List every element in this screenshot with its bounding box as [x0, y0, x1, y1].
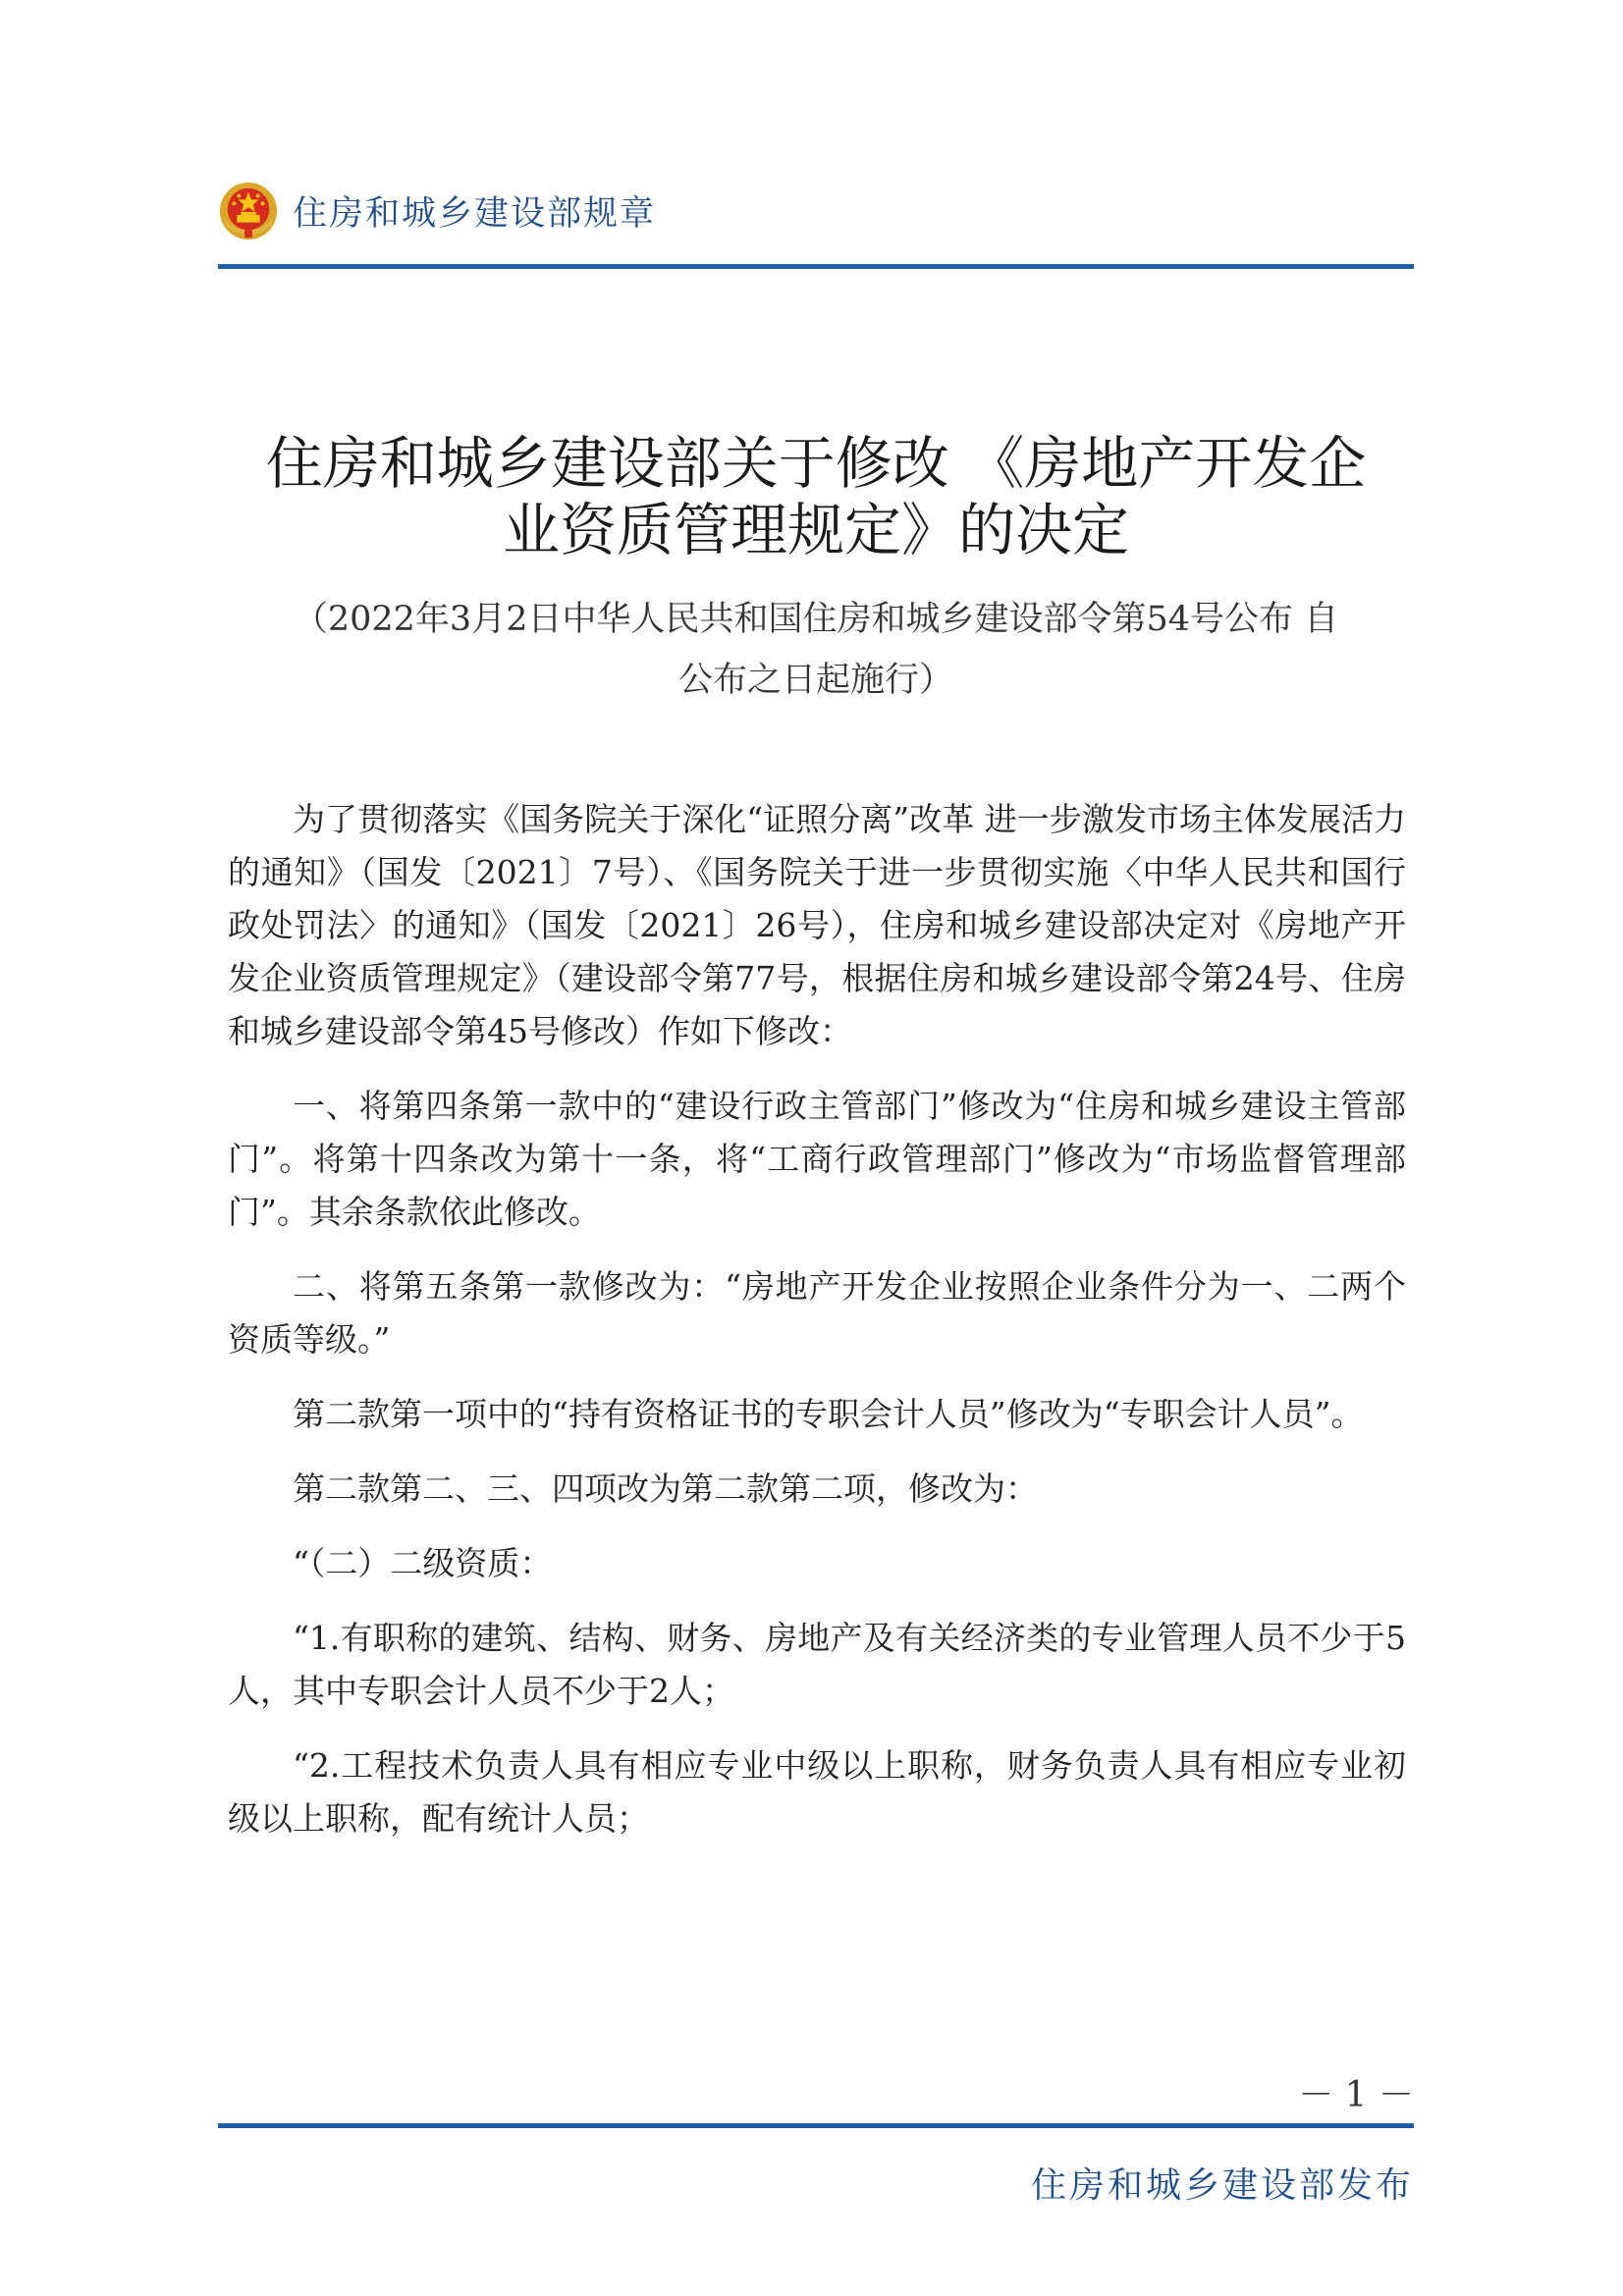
- footer-divider: [218, 2123, 1414, 2128]
- document-body: [228, 793, 1406, 1867]
- header-title: 住房和城乡建设部规章: [293, 194, 657, 234]
- title-line: 业资质管理规定》的决定: [502, 497, 1129, 563]
- document-subtitle: [218, 589, 1414, 711]
- paragraph: 二、将第五条第一款修改为：“房地产开发企业按照企业条件分为一、二两个资质等级。”: [228, 1267, 1406, 1359]
- national-emblem-icon: [218, 181, 279, 241]
- header-divider: [218, 264, 1414, 269]
- paragraph: “1.有职称的建筑、结构、财务、房地产及有关经济类的专业管理人员不少于5人，其中专职会计人员不少于2人；: [228, 1619, 1406, 1710]
- paragraph: “（二）二级资质：: [293, 1544, 553, 1582]
- footer-publisher: 住房和城乡建设部发布: [1030, 2165, 1414, 2206]
- paragraph: 第二款第一项中的“持有资格证书的专职会计人员”修改为“专职会计人员”。: [293, 1395, 1364, 1433]
- subtitle-line: 公布之日起施行）: [677, 661, 953, 700]
- paragraph: 一、将第四条第一款中的“建设行政主管部门”修改为“住房和城乡建设主管部门”。将第十四条改为第十一条，将“工商行政管理部门”修改为“市场监督管理部门”。其余条款依此修改。: [228, 1087, 1406, 1231]
- page-header: [218, 179, 656, 243]
- paragraph: 第二款第二、三、四项改为第二款第二项，修改为：: [293, 1469, 1038, 1508]
- title-line: 住房和城乡建设部关于修改 《房地产开发企: [265, 430, 1367, 497]
- subtitle-line: （2022年3月2日中华人民共和国住房和城乡建设部令第54号公布 自: [293, 600, 1339, 639]
- page-number: － 1 －: [1298, 2075, 1414, 2115]
- paragraph: “2.工程技术负责人具有相应专业中级以上职称，财务负责人具有相应专业初级以上职称，配有统计人员；: [228, 1746, 1406, 1838]
- paragraph: 为了贯彻落实《国务院关于深化“证照分离”改革 进一步激发市场主体发展活力的通知》（国发〔2021〕7号）、《国务院关于进一步贯彻实施〈中华人民共和国行政处罚法〉的通知》（国发〔2021〕26号），住房和城乡建设部决定对《房地产开发企业资质管理规定》（建设部令第77号，根据住房和城乡建设部令第24号、住房和城乡建设部令第45号修改）作如下修改：: [228, 800, 1406, 1050]
- document-title: [218, 430, 1414, 563]
